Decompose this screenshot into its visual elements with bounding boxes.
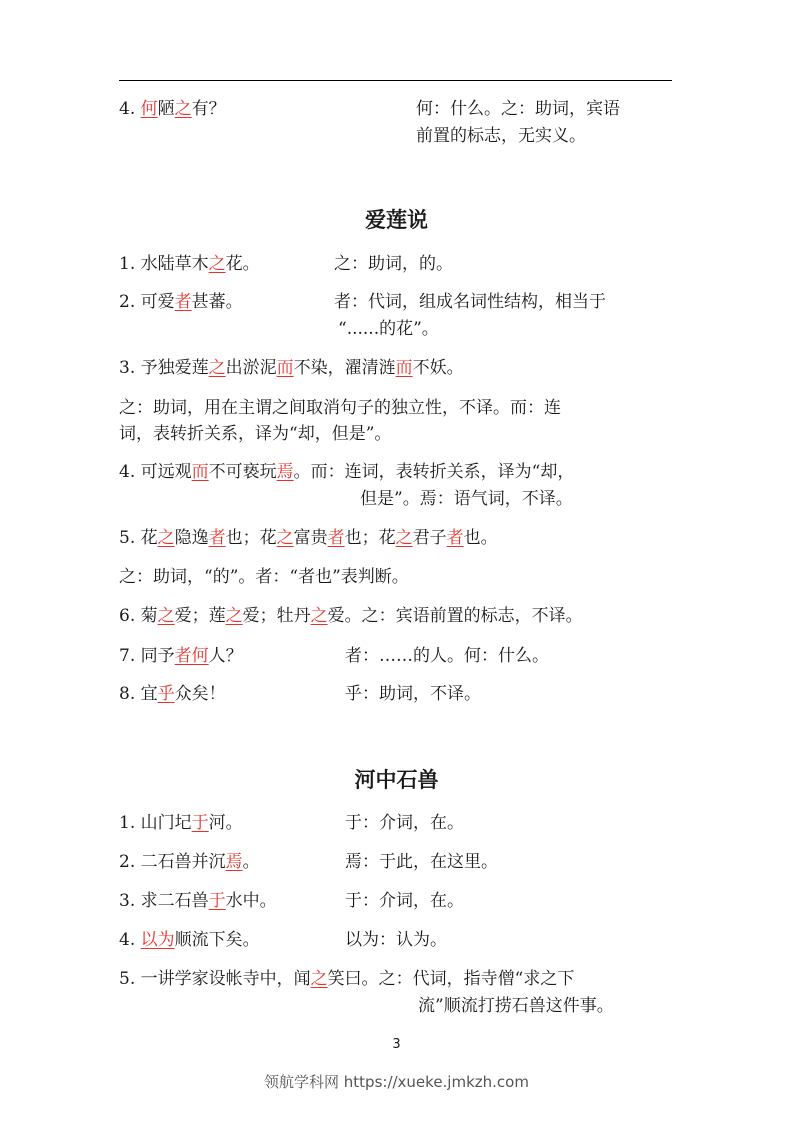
ailian-item-7: 7. 同予者何人？: [119, 646, 243, 666]
ailian-item-8-note: 乎：助词，不译。: [345, 684, 481, 704]
section-title-ailian: 爱莲说: [365, 208, 428, 232]
heshi-item-4-note: 以为：认为。: [345, 930, 447, 950]
ailian-item-4: 4. 可远观而不可亵玩焉。而：连词，表转折关系，译为“却，: [119, 462, 575, 482]
heshi-item-1: 1. 山门圮于河。: [119, 813, 243, 833]
top-item-4-note-1: 何：什么。之：助词，宾语: [416, 99, 620, 119]
heshi-item-5: 5. 一讲学家设帐寺中，闻之笑曰。之：代词，指寺僧“求之下: [119, 969, 575, 989]
ailian-item-7-note: 者：……的人。何：什么。: [345, 646, 549, 666]
heshi-item-3: 3. 求二石兽于水中。: [119, 891, 277, 911]
ailian-item-2-note-1: 者：代词，组成名词性结构，相当于: [334, 292, 606, 312]
ailian-item-2: 2. 可爱者甚蕃。: [119, 292, 243, 312]
heshi-item-5-note-2: 流”顺流打捞石兽这件事。: [418, 996, 614, 1016]
ailian-item-4-note-2: 但是”。焉：语气词，不译。: [360, 489, 573, 509]
header-rule: [119, 80, 672, 81]
ailian-item-2-note-2: “......的花”。: [338, 319, 439, 339]
heshi-item-3-note: 于：介词，在。: [345, 891, 464, 911]
ailian-item-3: 3. 予独爱莲之出淤泥而不染，濯清涟而不妖。: [119, 358, 464, 378]
ailian-item-3-note-2: 词，表转折关系，译为“却，但是”。: [119, 424, 392, 444]
heshi-item-2: 2. 二石兽并沉焉。: [119, 852, 260, 872]
ailian-item-5-note: 之：助词，“的”。者：“者也”表判断。: [119, 567, 409, 587]
heshi-item-1-note: 于：介词，在。: [345, 813, 464, 833]
footer-watermark: 领航学科网 https://xueke.jmkzh.com: [264, 1073, 529, 1091]
ailian-item-1: 1. 水陆草木之花。: [119, 254, 260, 274]
heshi-item-4: 4. 以为顺流下矣。: [119, 930, 260, 950]
ailian-item-5: 5. 花之隐逸者也；花之富贵者也；花之君子者也。: [119, 528, 498, 548]
top-item-4-note-2: 前置的标志，无实义。: [416, 126, 586, 146]
heshi-item-2-note: 焉：于此，在这里。: [345, 852, 498, 872]
ailian-item-6: 6. 菊之爱；莲之爱；牡丹之爱。之：宾语前置的标志，不译。: [119, 606, 583, 626]
ailian-item-3-note-1: 之：助词，用在主谓之间取消句子的独立性，不译。而：连: [119, 398, 561, 418]
top-item-4: 4. 何陋之有？: [119, 99, 226, 119]
ailian-item-8: 8. 宜乎众矣！: [119, 684, 226, 704]
section-title-heshi: 河中石兽: [354, 768, 439, 792]
ailian-item-1-note: 之：助词，的。: [334, 254, 453, 274]
page-number: 3: [392, 1037, 401, 1052]
